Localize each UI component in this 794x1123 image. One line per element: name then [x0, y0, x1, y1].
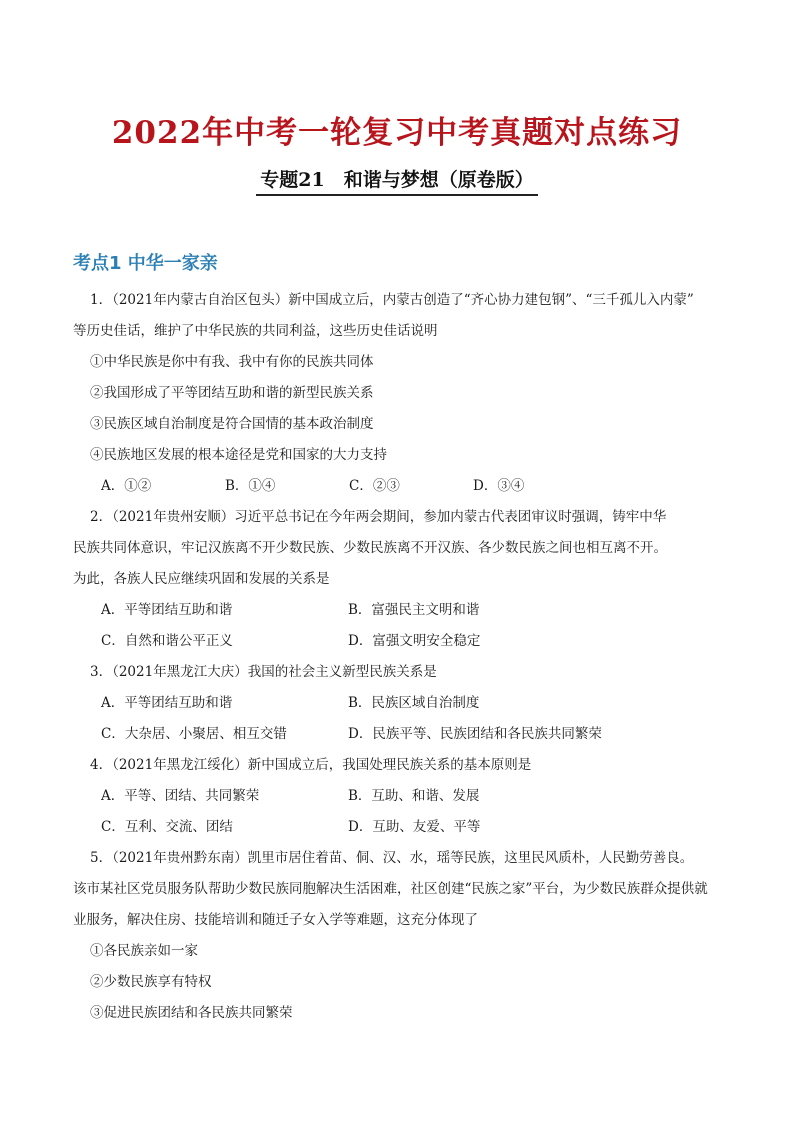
statement-item: ③促进民族团结和各民族共同繁荣 [90, 1005, 293, 1021]
option-b: B．互助、和谐、发展 [348, 788, 480, 804]
question-1-stem: 1．（2021年内蒙古自治区包头）新中国成立后，内蒙古创造了“齐心协力建包钢”、“三千孤儿入内蒙” [90, 292, 694, 308]
section-heading: 考点1 中华一家亲 [73, 253, 218, 274]
option-c: C．②③ [349, 478, 400, 494]
option-c: C．互利、交流、团结 [101, 819, 233, 835]
option-b: B．富强民主文明和谐 [348, 602, 480, 618]
question-2-options-row [73, 626, 733, 657]
option-c: C．大杂居、小聚居、相互交错 [101, 726, 287, 742]
statement-item: ④民族地区发展的根本途径是党和国家的大力支持 [90, 447, 387, 463]
question-5-stem-cont: 该市某社区党员服务队帮助少数民族同胞解决生活困难，社区创建“民族之家”平台，为少数民族群众提供就 [73, 881, 708, 897]
question-4-options-row [73, 812, 733, 843]
document-subtitle [0, 165, 794, 196]
option-c: C．自然和谐公平正义 [101, 633, 233, 649]
question-5-stem: 5．（2021年贵州黔东南）凯里市居住着苗、侗、汉、水，瑶等民族，这里民风质朴，人民勤劳善良。 [90, 850, 694, 866]
question-4-options-row [73, 781, 733, 812]
document-title: 2022年中考一轮复习中考真题对点练习 [111, 115, 683, 151]
question-1-stem-cont: 等历史佳话，维护了中华民族的共同利益，这些历史佳话说明 [73, 323, 438, 339]
question-list [73, 285, 733, 1029]
question-3-options-row [73, 719, 733, 750]
option-a: A．平等团结互助和谐 [101, 695, 233, 711]
option-a: A．①② [101, 478, 152, 494]
question-4-stem: 4．（2021年黑龙江绥化）新中国成立后，我国处理民族关系的基本原则是 [90, 757, 532, 773]
statement-item: ②我国形成了平等团结互助和谐的新型民族关系 [90, 385, 374, 401]
statement-item: ①各民族亲如一家 [90, 943, 198, 959]
subtitle-text: 专题21 和谐与梦想（原卷版） [256, 165, 537, 196]
option-d: D．③④ [473, 478, 525, 494]
option-b: B．民族区域自治制度 [348, 695, 480, 711]
statement-item: ①中华民族是你中有我、我中有你的民族共同体 [90, 354, 374, 370]
statement-item: ③民族区域自治制度是符合国情的基本政治制度 [90, 416, 374, 432]
question-1-options [73, 471, 733, 502]
option-a: A．平等、团结、共同繁荣 [101, 788, 260, 804]
option-d: D．富强文明安全稳定 [348, 633, 481, 649]
option-d: D．民族平等、民族团结和各民族共同繁荣 [348, 726, 602, 742]
question-3-stem: 3．（2021年黑龙江大庆）我国的社会主义新型民族关系是 [90, 664, 437, 680]
statement-item: ②少数民族享有特权 [90, 974, 212, 990]
option-b: B．①④ [225, 478, 276, 494]
question-2-stem-cont: 为此，各族人民应继续巩固和发展的关系是 [73, 571, 330, 587]
option-d: D．互助、友爱、平等 [348, 819, 481, 835]
question-2-stem-cont: 民族共同体意识，牢记汉族离不开少数民族、少数民族离不开汉族、各少数民族之间也相互离不开。 [73, 540, 667, 556]
option-a: A．平等团结互助和谐 [101, 602, 233, 618]
question-2-options-row [73, 595, 733, 626]
question-3-options-row [73, 688, 733, 719]
question-2-stem: 2．（2021年贵州安顺）习近平总书记在今年两会期间，参加内蒙古代表团审议时强调，铸牢中华 [90, 509, 667, 525]
question-5-stem-cont: 业服务，解决住房、技能培训和随迁子女入学等难题，这充分体现了 [73, 912, 478, 928]
